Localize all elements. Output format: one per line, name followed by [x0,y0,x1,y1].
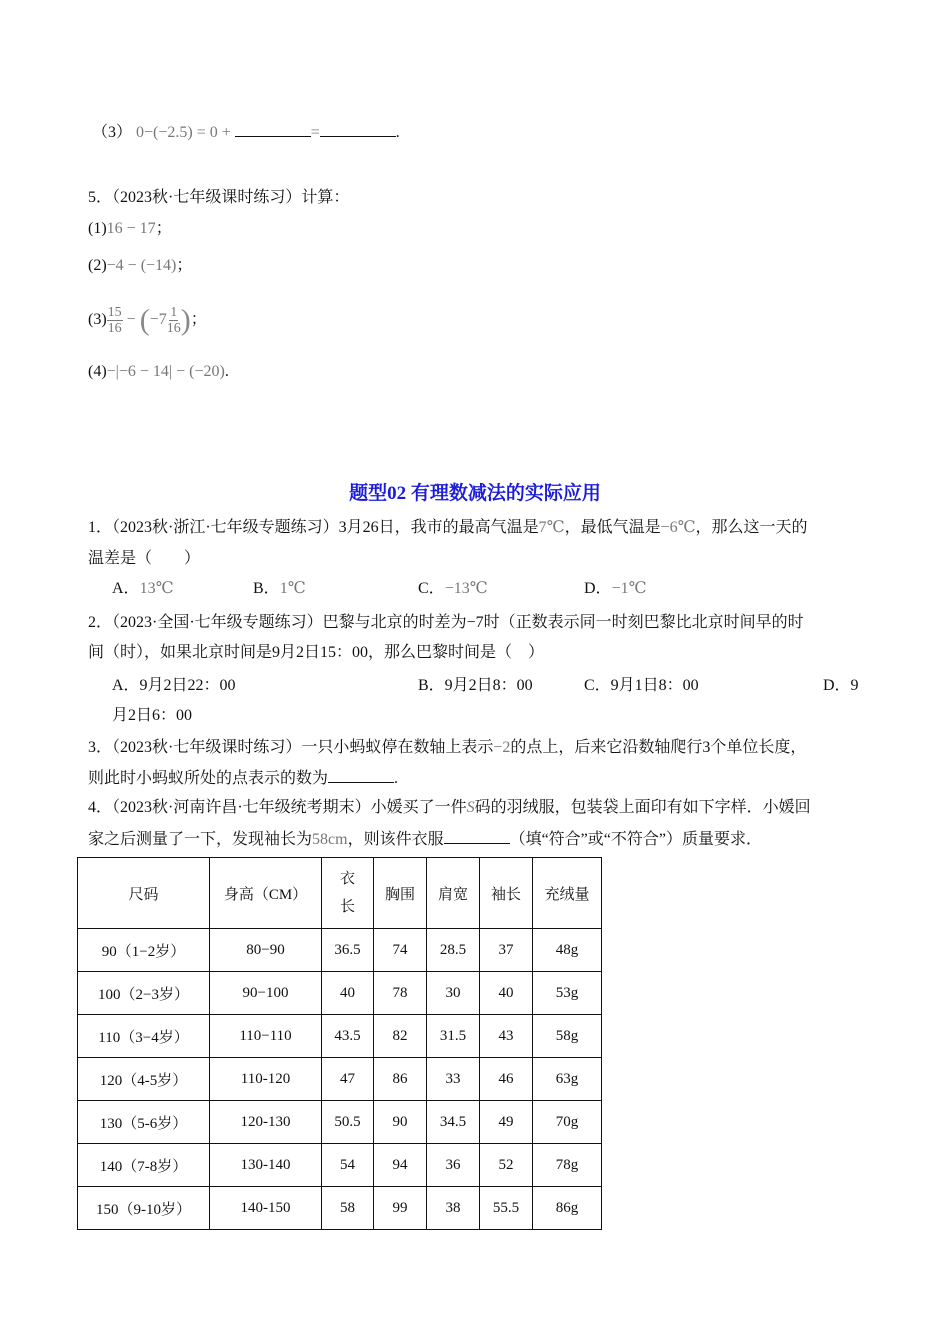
section-title: 题型02 有理数减法的实际应用 [349,483,601,504]
table-cell: 43.5 [322,1015,374,1058]
table-cell: 40 [322,972,374,1015]
table-cell: 33 [427,1058,480,1101]
table-cell: 40 [480,972,533,1015]
label: (2) [88,257,107,274]
p1-option-d[interactable]: D．−1℃ [584,580,647,597]
table-cell: 150（9-10岁） [78,1187,210,1230]
table-cell: 53g [533,972,602,1015]
table-cell: 36 [427,1144,480,1187]
p1-option-c[interactable]: C．−13℃ [418,580,488,597]
period: . [395,124,400,141]
table-row [78,972,602,1015]
table-cell: 140-150 [210,1187,322,1230]
table-row [78,1015,602,1058]
table-cell: 110-120 [210,1058,322,1101]
table-cell: 58g [533,1015,602,1058]
table-cell: 86g [533,1187,602,1230]
expression: −|−6 − 14| − (−20) [106,363,225,380]
p2-option-a[interactable]: A．9月2日22：00 [112,677,236,694]
table-cell: 37 [480,929,533,972]
table-cell: 38 [427,1187,480,1230]
table-cell: 140（7-8岁） [78,1144,210,1187]
label: (4) [88,363,107,380]
fraction: $\frac{1}{16}$ [166,304,181,336]
table-cell: 90（1−2岁） [78,929,210,972]
p1-line1: 1．（2023秋·浙江·七年级专题练习）3月26日，我市的最高气温是7℃，最低气温是−6℃，那么这一天的 [88,519,808,536]
label: (1) [88,220,107,237]
label: (3) [88,311,107,328]
table-cell: 36.5 [322,929,374,972]
q5-header: 5．（2023秋·七年级课时练习）计算： [88,189,350,206]
table-cell: 47 [322,1058,374,1101]
header-cell: 衣长 [322,858,374,929]
table-cell: 43 [480,1015,533,1058]
header-cell: 胸围 [374,858,427,929]
table-cell: 130（5-6岁） [78,1101,210,1144]
p2-line1: 2．（2023·全国·七年级专题练习）巴黎与北京的时差为−7时（正数表示同一时刻巴黎比北京时间早的时 [88,614,804,631]
whole: −7 [149,311,167,328]
p3-line1: 3．（2023秋·七年级课时练习）一只小蚂蚁停在数轴上表示−2的点上，后来它沿数轴爬行3个单位长度， [88,739,807,756]
expression: 16 − 17 [106,220,156,237]
p1-line2: 温差是（ ） [88,550,201,567]
p1-option-a[interactable]: A．13℃ [112,580,174,597]
table-cell: 74 [374,929,427,972]
p2-option-d-cont: 月2日6：00 [112,707,193,724]
table-row [78,929,602,972]
header-cell: 充绒量 [533,858,602,929]
table-row [78,1144,602,1187]
sep: ； [155,220,172,237]
table-cell: 49 [480,1101,533,1144]
table-cell: 120-130 [210,1101,322,1144]
table-cell: 94 [374,1144,427,1187]
p2-option-c[interactable]: C．9月1日8：00 [584,677,699,694]
table-cell: 55.5 [480,1187,533,1230]
table-cell: 130-140 [210,1144,322,1187]
p4-line2: 家之后测量了一下，发现袖长为58cm，则该件衣服 （填“符合”或“不符合”）质量要求． [88,831,762,848]
table-cell: 30 [427,972,480,1015]
table-cell: 63g [533,1058,602,1101]
answer-blank[interactable] [320,122,396,137]
q5-item-1 [88,219,172,239]
table-row [78,1187,602,1230]
answer-blank[interactable] [328,768,394,783]
header-cell: 身高（CM） [210,858,322,929]
table-cell: 86 [374,1058,427,1101]
table-cell: 120（4-5岁） [78,1058,210,1101]
p4-line1: 4．（2023秋·河南许昌·七年级统考期末）小媛买了一件S码的羽绒服，包装袋上面印有如下字样．小媛回 [88,799,811,816]
table-cell: 28.5 [427,929,480,972]
table-cell: 54 [322,1144,374,1187]
p2-line2: 间（时），如果北京时间是9月2日15：00，那么巴黎时间是（ ） [88,644,545,661]
table-cell: 70g [533,1101,602,1144]
equals: = [310,124,320,141]
table-cell: 31.5 [427,1015,480,1058]
table-cell: 48g [533,929,602,972]
q5-item-3: (3) $\frac{15}{16}$ − (−7 $\frac{1}{16}$ )； [88,303,207,337]
answer-blank[interactable] [235,122,311,137]
p1-option-b[interactable]: B．1℃ [253,580,306,597]
table-cell: 58 [322,1187,374,1230]
q4-part3 [92,122,400,143]
table-cell: 80−90 [210,929,322,972]
header-cell: 肩宽 [427,858,480,929]
table-cell: 100（2−3岁） [78,972,210,1015]
label: （3） [92,124,133,141]
table-header-row [78,858,602,929]
table-cell: 82 [374,1015,427,1058]
fraction: $\frac{15}{16}$ [107,304,122,336]
sep: ； [176,257,193,274]
p3-line2: 则此时小蚂蚁所处的点表示的数为 . [88,770,399,787]
answer-blank[interactable] [444,829,510,844]
table-row [78,1101,602,1144]
p2-option-d[interactable]: D．9 [823,677,859,694]
q5-item-4 [88,362,229,382]
expression: −4 − (−14) [106,257,177,274]
table-cell: 110−110 [210,1015,322,1058]
table-cell: 110（3−4岁） [78,1015,210,1058]
sep: . [224,363,229,380]
size-table [77,857,602,1230]
p2-option-b[interactable]: B．9月2日8：00 [418,677,533,694]
table-cell: 34.5 [427,1101,480,1144]
minus: − [126,311,136,328]
expression: 0−(−2.5) = 0 + [136,124,231,141]
q5-item-2 [88,256,192,276]
header-cell: 袖长 [480,858,533,929]
table-cell: 90 [374,1101,427,1144]
table-cell: 52 [480,1144,533,1187]
table-cell: 46 [480,1058,533,1101]
table-cell: 99 [374,1187,427,1230]
sep: ； [190,311,207,328]
header-cell: 尺码 [78,858,210,929]
table-row [78,1058,602,1101]
table-cell: 78g [533,1144,602,1187]
table-cell: 90−100 [210,972,322,1015]
table-cell: 78 [374,972,427,1015]
table-cell: 50.5 [322,1101,374,1144]
